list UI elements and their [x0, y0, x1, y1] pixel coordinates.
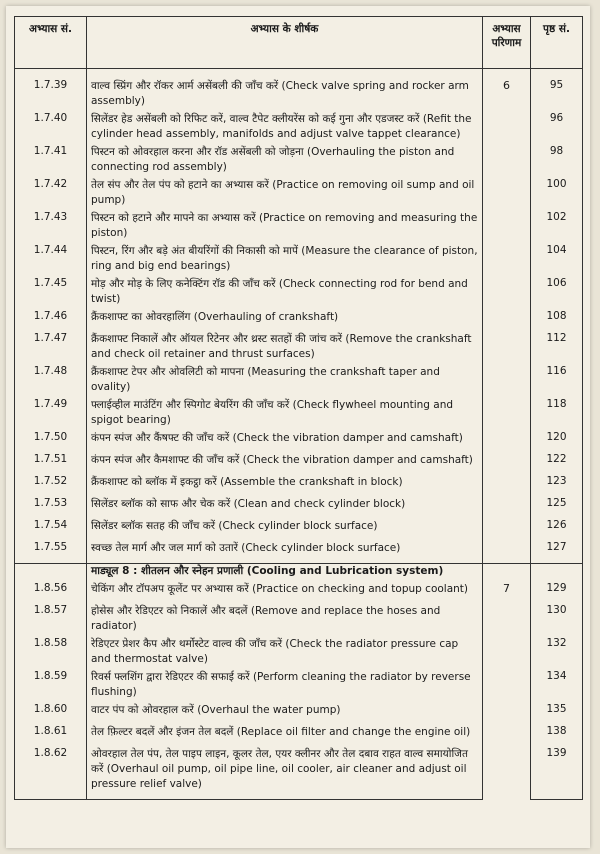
- page-number: 108: [531, 310, 583, 332]
- exercise-number: 1.8.58: [15, 637, 87, 670]
- exercise-number: 1.8.57: [15, 604, 87, 637]
- exercise-title: ओवरहाल तेल पंप, तेल पाइप लाइन, कूलर तेल, एयर क्लीनर और तेल दबाव राहत वाल्व समायोजित करें (Overhaul oil pump, oil pipe line, oil cooler, air cleaner and adjust oil pressure relief valve): [87, 747, 483, 800]
- module8-rows: [15, 564, 583, 800]
- exercise-result: 6: [483, 79, 531, 564]
- exercise-number: 1.7.48: [15, 365, 87, 398]
- exercise-title: वाल्व स्प्रिंग और रॉकर आर्म असेंबली की जाँच करें (Check valve spring and rocker arm assembly): [87, 79, 483, 112]
- exercise-number: 1.8.56: [15, 582, 87, 604]
- exercise-number: 1.7.45: [15, 277, 87, 310]
- exercise-title: पिस्टन को हटाने और मापने का अभ्यास करें (Practice on removing and measuring the piston): [87, 211, 483, 244]
- table-row: [15, 582, 583, 604]
- exercise-title: रिवर्स फ्लशिंग द्वारा रेडिएटर की सफाई करें (Perform cleaning the radiator by reverse flushing): [87, 670, 483, 703]
- page-number: 139: [531, 747, 583, 800]
- page-number: 122: [531, 453, 583, 475]
- exercise-number: 1.7.53: [15, 497, 87, 519]
- exercise-number: 1.7.47: [15, 332, 87, 365]
- page-number: 106: [531, 277, 583, 310]
- header-exercise-title: अभ्यास के शीर्षक: [87, 17, 483, 69]
- page-number: 130: [531, 604, 583, 637]
- page-number: 132: [531, 637, 583, 670]
- exercise-title: रेडिएटर प्रेशर कैप और थर्मोस्टेट वाल्व की जाँच करें (Check the radiator pressure cap and thermostat valve): [87, 637, 483, 670]
- exercise-number: 1.8.61: [15, 725, 87, 747]
- exercise-number: 1.7.43: [15, 211, 87, 244]
- exercise-title: कंपन स्पंज और कैमशाफ्ट की जाँच करें (Check the vibration damper and camshaft): [87, 453, 483, 475]
- exercise-title: पिस्टन को ओवरहाल करना और रॉड असेंबली को जोड़ना (Overhauling the piston and connecting rod assembly): [87, 145, 483, 178]
- header-exercise-no: अभ्यास सं.: [15, 17, 87, 69]
- exercise-number: 1.7.52: [15, 475, 87, 497]
- exercise-number: 1.7.51: [15, 453, 87, 475]
- exercise-title: कंपन स्पंज और कैंषफ्ट की जाँच करें (Check the vibration damper and camshaft): [87, 431, 483, 453]
- exercise-title: तेल संप और तेल पंप को हटाने का अभ्यास करें (Practice on removing oil sump and oil pump): [87, 178, 483, 211]
- exercise-number: 1.8.59: [15, 670, 87, 703]
- page-number: 123: [531, 475, 583, 497]
- exercise-number: 1.7.55: [15, 541, 87, 564]
- page-number: 104: [531, 244, 583, 277]
- document-page: [6, 6, 590, 848]
- page-number: 100: [531, 178, 583, 211]
- page-number: 134: [531, 670, 583, 703]
- exercise-number: 1.7.41: [15, 145, 87, 178]
- page-number: 112: [531, 332, 583, 365]
- page-number: 125: [531, 497, 583, 519]
- page-number: 118: [531, 398, 583, 431]
- exercise-title: तेल फ़िल्टर बदलें और इंजन तेल बदलें (Replace oil filter and change the engine oil): [87, 725, 483, 747]
- header-row: [15, 17, 583, 69]
- page-number: 129: [531, 582, 583, 604]
- page-number: 138: [531, 725, 583, 747]
- page-number: 120: [531, 431, 583, 453]
- exercise-number: 1.7.40: [15, 112, 87, 145]
- exercise-title: सिलेंडर ब्लॉक को साफ और चेक करें (Clean and check cylinder block): [87, 497, 483, 519]
- exercise-number: 1.7.49: [15, 398, 87, 431]
- table-row: [15, 79, 583, 112]
- exercise-number: 1.8.62: [15, 747, 87, 800]
- exercise-title: क्रैंकशाफ्ट को ब्लॉक में इकट्ठा करें (Assemble the crankshaft in block): [87, 475, 483, 497]
- exercise-number: 1.7.46: [15, 310, 87, 332]
- page-number: 127: [531, 541, 583, 564]
- exercise-title: क्रैंकशाफ्ट टेपर और ओवलिटी को मापना (Measuring the crankshaft taper and ovality): [87, 365, 483, 398]
- module-heading-row: [15, 564, 583, 583]
- exercise-number: 1.7.42: [15, 178, 87, 211]
- module-8-title: माड्यूल 8 : शीतलन और स्नेहन प्रणाली (Cooling and Lubrication system): [87, 564, 483, 583]
- exercise-result: 7: [483, 582, 531, 800]
- exercise-title: मोड़ और मोड़ के लिए कनेक्टिंग रॉड की जाँच करें (Check connecting rod for bend and twist): [87, 277, 483, 310]
- exercise-number: 1.8.60: [15, 703, 87, 725]
- page-number: 98: [531, 145, 583, 178]
- page-number: 116: [531, 365, 583, 398]
- exercise-number: 1.7.44: [15, 244, 87, 277]
- page-number: 126: [531, 519, 583, 541]
- exercise-title: सिलेंडर ब्लॉक सतह की जाँच करें (Check cylinder block surface): [87, 519, 483, 541]
- exercise-title: फ्लाईव्हील माउंटिंग और स्पिगोट बेयरिंग की जाँच करें (Check flywheel mounting and spigot bearing): [87, 398, 483, 431]
- exercise-title: होसेस और रेडिएटर को निकालें और बदलें (Remove and replace the hoses and radiator): [87, 604, 483, 637]
- exercise-title: पिस्टन, रिंग और बड़े अंत बीयरिंगों की निकासी को मापें (Measure the clearance of piston, ring and big end bearings): [87, 244, 483, 277]
- exercise-number: 1.7.39: [15, 79, 87, 112]
- page-number: 102: [531, 211, 583, 244]
- page-number: 135: [531, 703, 583, 725]
- exercise-title: क्रैंकशाफ्ट निकालें और ऑयल रिटेनर और थ्रस्ट सतहों की जांच करें (Remove the crankshaft and check oil retainer and thrust surfaces): [87, 332, 483, 365]
- module7-rows: [15, 69, 583, 564]
- exercise-number: 1.7.50: [15, 431, 87, 453]
- header-page-no: पृष्ठ सं.: [531, 17, 583, 69]
- exercise-title: चेकिंग और टॉपअप कूलेंट पर अभ्यास करें (Practice on checking and topup coolant): [87, 582, 483, 604]
- exercise-title: क्रैंकशाफ्ट का ओवरहालिंग (Overhauling of crankshaft): [87, 310, 483, 332]
- page-number: 96: [531, 112, 583, 145]
- exercise-title: स्वच्छ तेल मार्ग और जल मार्ग को उतारें (Check cylinder block surface): [87, 541, 483, 564]
- exercise-title: वाटर पंप को ओवरहाल करें (Overhaul the water pump): [87, 703, 483, 725]
- exercise-title: सिलेंडर हेड असेंबली को रिफिट करें, वाल्व टैपेट क्लीयरेंस को कई गुना और एडजस्ट करें (Refit the cylinder head assembly, manifolds and adjust valve tappet clearance): [87, 112, 483, 145]
- page-number: 95: [531, 79, 583, 112]
- contents-table: [14, 16, 583, 800]
- exercise-number: 1.7.54: [15, 519, 87, 541]
- header-exercise-result: अभ्यास परिणाम: [483, 17, 531, 69]
